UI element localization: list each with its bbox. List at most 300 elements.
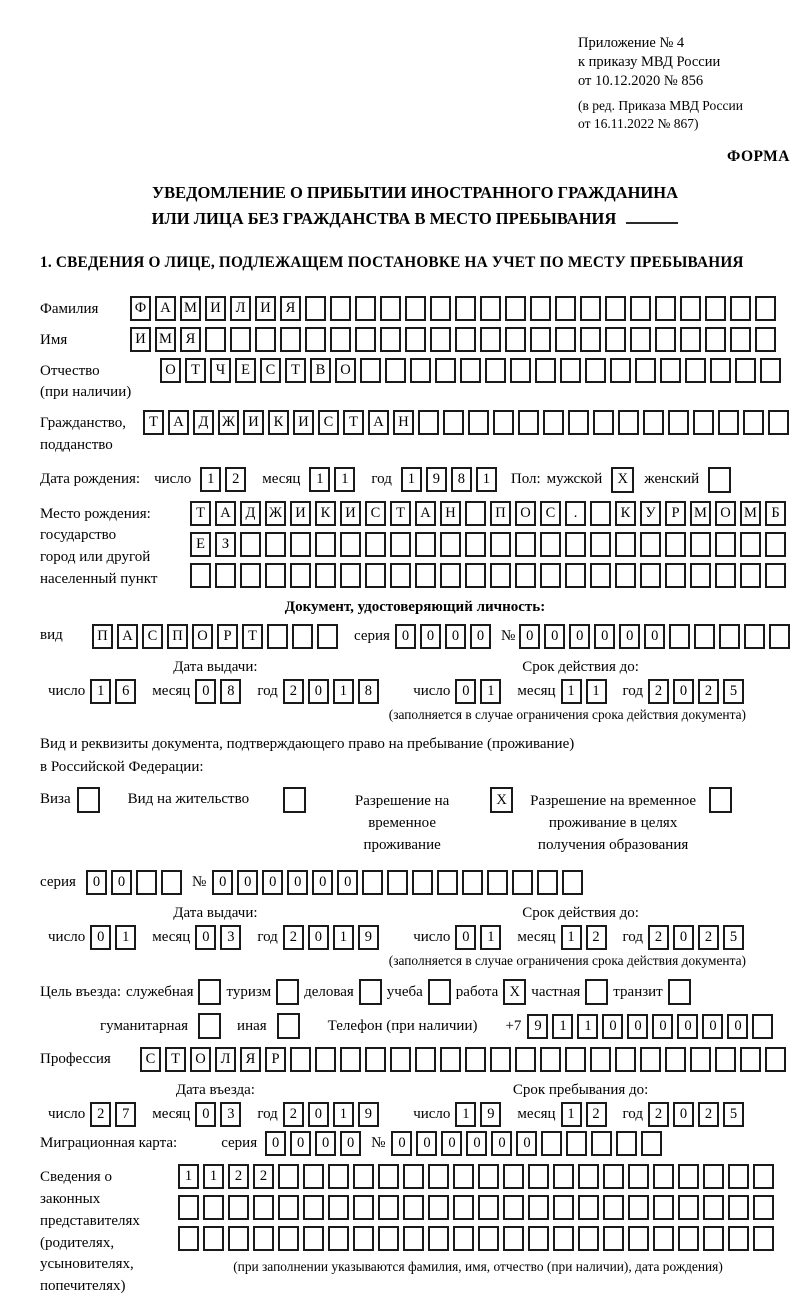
- char-cell[interactable]: [365, 563, 386, 588]
- char-cell[interactable]: [568, 410, 589, 435]
- char-cell[interactable]: [278, 1195, 299, 1220]
- char-cell[interactable]: [535, 358, 556, 383]
- checkbox-other[interactable]: [277, 1013, 300, 1039]
- char-cell[interactable]: К: [268, 410, 289, 435]
- char-cell[interactable]: Е: [190, 532, 211, 557]
- char-cell[interactable]: [530, 296, 551, 321]
- checkbox-visa[interactable]: [77, 787, 100, 813]
- char-cell[interactable]: [518, 410, 539, 435]
- char-cell[interactable]: [440, 532, 461, 557]
- char-cell[interactable]: 0: [441, 1131, 462, 1156]
- checkbox-transit[interactable]: [668, 979, 691, 1005]
- char-cell[interactable]: [340, 1047, 361, 1072]
- char-cell[interactable]: [405, 296, 426, 321]
- char-cell[interactable]: [615, 532, 636, 557]
- char-cell[interactable]: [353, 1195, 374, 1220]
- char-cell[interactable]: [690, 563, 711, 588]
- char-cell[interactable]: [578, 1164, 599, 1189]
- char-cell[interactable]: 0: [673, 1102, 694, 1127]
- char-cell[interactable]: 7: [115, 1102, 136, 1127]
- char-cell[interactable]: 0: [237, 870, 258, 895]
- char-cell[interactable]: [715, 532, 736, 557]
- doc-number-input[interactable]: [519, 624, 794, 649]
- char-cell[interactable]: [478, 1195, 499, 1220]
- char-cell[interactable]: Р: [217, 624, 238, 649]
- char-cell[interactable]: 2: [698, 679, 719, 704]
- char-cell[interactable]: 0: [727, 1014, 748, 1039]
- char-cell[interactable]: [428, 1195, 449, 1220]
- char-cell[interactable]: [428, 1226, 449, 1251]
- char-cell[interactable]: 1: [333, 679, 354, 704]
- char-cell[interactable]: [303, 1164, 324, 1189]
- char-cell[interactable]: Т: [390, 501, 411, 526]
- char-cell[interactable]: [462, 870, 483, 895]
- char-cell[interactable]: [265, 532, 286, 557]
- birth-place-row2-input[interactable]: [190, 532, 790, 557]
- char-cell[interactable]: 0: [455, 679, 476, 704]
- char-cell[interactable]: [653, 1195, 674, 1220]
- char-cell[interactable]: Н: [393, 410, 414, 435]
- char-cell[interactable]: [765, 1047, 786, 1072]
- char-cell[interactable]: [278, 1164, 299, 1189]
- doc-series-input[interactable]: [395, 624, 495, 649]
- char-cell[interactable]: 1: [333, 1102, 354, 1127]
- char-cell[interactable]: [605, 327, 626, 352]
- char-cell[interactable]: [709, 787, 732, 813]
- char-cell[interactable]: 2: [283, 679, 304, 704]
- char-cell[interactable]: [753, 1226, 774, 1251]
- char-cell[interactable]: [590, 501, 611, 526]
- permit-issue-day-input[interactable]: [90, 925, 140, 950]
- permit-valid-month-input[interactable]: [561, 925, 611, 950]
- char-cell[interactable]: Т: [190, 501, 211, 526]
- char-cell[interactable]: [440, 1047, 461, 1072]
- char-cell[interactable]: [390, 1047, 411, 1072]
- checkbox-study[interactable]: [428, 979, 451, 1005]
- char-cell[interactable]: И: [243, 410, 264, 435]
- doc-issue-day-input[interactable]: [90, 679, 140, 704]
- char-cell[interactable]: [178, 1226, 199, 1251]
- char-cell[interactable]: [198, 979, 221, 1005]
- char-cell[interactable]: [743, 410, 764, 435]
- char-cell[interactable]: Т: [343, 410, 364, 435]
- char-cell[interactable]: [555, 327, 576, 352]
- char-cell[interactable]: [280, 327, 301, 352]
- char-cell[interactable]: [615, 1047, 636, 1072]
- permit-issue-year-input[interactable]: [283, 925, 383, 950]
- char-cell[interactable]: А: [155, 296, 176, 321]
- char-cell[interactable]: [515, 563, 536, 588]
- char-cell[interactable]: 5: [723, 1102, 744, 1127]
- char-cell[interactable]: [378, 1195, 399, 1220]
- legal-reps-row3-input[interactable]: [178, 1226, 778, 1251]
- char-cell[interactable]: [515, 1047, 536, 1072]
- char-cell[interactable]: 1: [333, 925, 354, 950]
- char-cell[interactable]: [585, 979, 608, 1005]
- char-cell[interactable]: О: [715, 501, 736, 526]
- doc-type-input[interactable]: [92, 624, 342, 649]
- char-cell[interactable]: [641, 1131, 662, 1156]
- char-cell[interactable]: У: [640, 501, 661, 526]
- char-cell[interactable]: [740, 532, 761, 557]
- char-cell[interactable]: [77, 787, 100, 813]
- char-cell[interactable]: 2: [283, 925, 304, 950]
- char-cell[interactable]: [690, 532, 711, 557]
- char-cell[interactable]: [719, 624, 740, 649]
- char-cell[interactable]: И: [290, 501, 311, 526]
- char-cell[interactable]: 0: [516, 1131, 537, 1156]
- char-cell[interactable]: [453, 1195, 474, 1220]
- char-cell[interactable]: [380, 296, 401, 321]
- char-cell[interactable]: [205, 327, 226, 352]
- char-cell[interactable]: Т: [185, 358, 206, 383]
- char-cell[interactable]: Ч: [210, 358, 231, 383]
- char-cell[interactable]: [555, 296, 576, 321]
- birth-place-row1-input[interactable]: [190, 501, 790, 526]
- char-cell[interactable]: [503, 1164, 524, 1189]
- char-cell[interactable]: [480, 296, 501, 321]
- permit-issue-month-input[interactable]: [195, 925, 245, 950]
- char-cell[interactable]: [353, 1164, 374, 1189]
- char-cell[interactable]: [403, 1164, 424, 1189]
- char-cell[interactable]: [317, 624, 338, 649]
- char-cell[interactable]: [360, 358, 381, 383]
- char-cell[interactable]: И: [255, 296, 276, 321]
- char-cell[interactable]: 0: [702, 1014, 723, 1039]
- char-cell[interactable]: 0: [308, 1102, 329, 1127]
- char-cell[interactable]: 0: [652, 1014, 673, 1039]
- char-cell[interactable]: [710, 358, 731, 383]
- char-cell[interactable]: [728, 1226, 749, 1251]
- char-cell[interactable]: Л: [230, 296, 251, 321]
- char-cell[interactable]: [665, 563, 686, 588]
- char-cell[interactable]: 0: [308, 679, 329, 704]
- char-cell[interactable]: 1: [203, 1164, 224, 1189]
- char-cell[interactable]: 2: [225, 467, 246, 492]
- char-cell[interactable]: И: [293, 410, 314, 435]
- char-cell[interactable]: П: [167, 624, 188, 649]
- char-cell[interactable]: 0: [602, 1014, 623, 1039]
- char-cell[interactable]: [715, 1047, 736, 1072]
- char-cell[interactable]: [228, 1195, 249, 1220]
- char-cell[interactable]: Я: [240, 1047, 261, 1072]
- char-cell[interactable]: [190, 563, 211, 588]
- char-cell[interactable]: 0: [644, 624, 665, 649]
- char-cell[interactable]: [503, 1226, 524, 1251]
- char-cell[interactable]: [753, 1164, 774, 1189]
- char-cell[interactable]: 0: [455, 925, 476, 950]
- char-cell[interactable]: [541, 1131, 562, 1156]
- char-cell[interactable]: 1: [480, 925, 501, 950]
- phone-input[interactable]: [527, 1014, 777, 1039]
- char-cell[interactable]: [668, 979, 691, 1005]
- char-cell[interactable]: [578, 1226, 599, 1251]
- char-cell[interactable]: [487, 870, 508, 895]
- char-cell[interactable]: [465, 1047, 486, 1072]
- permit-series-input[interactable]: [86, 870, 186, 895]
- char-cell[interactable]: 1: [401, 467, 422, 492]
- char-cell[interactable]: П: [92, 624, 113, 649]
- char-cell[interactable]: З: [215, 532, 236, 557]
- char-cell[interactable]: Т: [242, 624, 263, 649]
- char-cell[interactable]: [478, 1226, 499, 1251]
- char-cell[interactable]: 0: [111, 870, 132, 895]
- char-cell[interactable]: Л: [215, 1047, 236, 1072]
- char-cell[interactable]: 1: [309, 467, 330, 492]
- char-cell[interactable]: 0: [627, 1014, 648, 1039]
- char-cell[interactable]: Н: [440, 501, 461, 526]
- char-cell[interactable]: 2: [586, 1102, 607, 1127]
- char-cell[interactable]: [430, 296, 451, 321]
- char-cell[interactable]: Р: [665, 501, 686, 526]
- char-cell[interactable]: [455, 296, 476, 321]
- doc-valid-month-input[interactable]: [561, 679, 611, 704]
- char-cell[interactable]: 0: [90, 925, 111, 950]
- char-cell[interactable]: [403, 1226, 424, 1251]
- char-cell[interactable]: [616, 1131, 637, 1156]
- char-cell[interactable]: 0: [312, 870, 333, 895]
- checkbox-rvp-education[interactable]: [709, 787, 732, 813]
- birth-year-input[interactable]: [401, 467, 501, 492]
- char-cell[interactable]: 1: [115, 925, 136, 950]
- citizenship-input[interactable]: [143, 410, 793, 435]
- char-cell[interactable]: [490, 532, 511, 557]
- char-cell[interactable]: [240, 563, 261, 588]
- char-cell[interactable]: [562, 870, 583, 895]
- char-cell[interactable]: [610, 358, 631, 383]
- char-cell[interactable]: [328, 1164, 349, 1189]
- char-cell[interactable]: [615, 563, 636, 588]
- char-cell[interactable]: С: [540, 501, 561, 526]
- birth-month-input[interactable]: [309, 467, 359, 492]
- char-cell[interactable]: 0: [340, 1131, 361, 1156]
- char-cell[interactable]: [705, 296, 726, 321]
- char-cell[interactable]: [678, 1226, 699, 1251]
- char-cell[interactable]: X: [503, 979, 526, 1005]
- char-cell[interactable]: [136, 870, 157, 895]
- char-cell[interactable]: 2: [698, 925, 719, 950]
- char-cell[interactable]: [203, 1226, 224, 1251]
- char-cell[interactable]: [253, 1226, 274, 1251]
- char-cell[interactable]: [765, 563, 786, 588]
- char-cell[interactable]: 0: [569, 624, 590, 649]
- char-cell[interactable]: [428, 979, 451, 1005]
- checkbox-business[interactable]: [359, 979, 382, 1005]
- char-cell[interactable]: 2: [648, 679, 669, 704]
- char-cell[interactable]: [566, 1131, 587, 1156]
- char-cell[interactable]: [580, 296, 601, 321]
- char-cell[interactable]: А: [117, 624, 138, 649]
- char-cell[interactable]: [740, 563, 761, 588]
- char-cell[interactable]: 0: [470, 624, 491, 649]
- char-cell[interactable]: М: [740, 501, 761, 526]
- char-cell[interactable]: [255, 327, 276, 352]
- char-cell[interactable]: [276, 979, 299, 1005]
- char-cell[interactable]: С: [365, 501, 386, 526]
- char-cell[interactable]: 0: [315, 1131, 336, 1156]
- char-cell[interactable]: Т: [143, 410, 164, 435]
- char-cell[interactable]: И: [205, 296, 226, 321]
- char-cell[interactable]: [540, 1047, 561, 1072]
- char-cell[interactable]: [752, 1014, 773, 1039]
- char-cell[interactable]: [503, 1195, 524, 1220]
- char-cell[interactable]: [640, 532, 661, 557]
- char-cell[interactable]: [755, 296, 776, 321]
- char-cell[interactable]: 0: [594, 624, 615, 649]
- char-cell[interactable]: Т: [165, 1047, 186, 1072]
- char-cell[interactable]: 8: [451, 467, 472, 492]
- char-cell[interactable]: [665, 1047, 686, 1072]
- char-cell[interactable]: [428, 1164, 449, 1189]
- char-cell[interactable]: 0: [544, 624, 565, 649]
- char-cell[interactable]: [578, 1195, 599, 1220]
- char-cell[interactable]: 0: [416, 1131, 437, 1156]
- char-cell[interactable]: 1: [476, 467, 497, 492]
- birth-place-row3-input[interactable]: [190, 563, 790, 588]
- char-cell[interactable]: 0: [491, 1131, 512, 1156]
- char-cell[interactable]: [290, 532, 311, 557]
- char-cell[interactable]: [669, 624, 690, 649]
- char-cell[interactable]: [510, 358, 531, 383]
- char-cell[interactable]: О: [190, 1047, 211, 1072]
- char-cell[interactable]: А: [415, 501, 436, 526]
- char-cell[interactable]: [769, 624, 790, 649]
- checkbox-official[interactable]: [198, 979, 221, 1005]
- char-cell[interactable]: [430, 327, 451, 352]
- name-input[interactable]: [130, 327, 780, 352]
- char-cell[interactable]: [240, 532, 261, 557]
- char-cell[interactable]: 9: [480, 1102, 501, 1127]
- char-cell[interactable]: А: [368, 410, 389, 435]
- char-cell[interactable]: [528, 1226, 549, 1251]
- char-cell[interactable]: О: [160, 358, 181, 383]
- char-cell[interactable]: И: [130, 327, 151, 352]
- stay-day-input[interactable]: [455, 1102, 505, 1127]
- char-cell[interactable]: [680, 296, 701, 321]
- char-cell[interactable]: [353, 1226, 374, 1251]
- char-cell[interactable]: [378, 1164, 399, 1189]
- char-cell[interactable]: 2: [90, 1102, 111, 1127]
- char-cell[interactable]: [415, 1047, 436, 1072]
- char-cell[interactable]: 0: [287, 870, 308, 895]
- char-cell[interactable]: [305, 327, 326, 352]
- char-cell[interactable]: 3: [220, 1102, 241, 1127]
- char-cell[interactable]: Р: [265, 1047, 286, 1072]
- char-cell[interactable]: [540, 563, 561, 588]
- char-cell[interactable]: Б: [765, 501, 786, 526]
- checkbox-tourism[interactable]: [276, 979, 299, 1005]
- mig-number-input[interactable]: [391, 1131, 666, 1156]
- char-cell[interactable]: [178, 1195, 199, 1220]
- char-cell[interactable]: [565, 1047, 586, 1072]
- char-cell[interactable]: [277, 1013, 300, 1039]
- char-cell[interactable]: [630, 327, 651, 352]
- char-cell[interactable]: [515, 532, 536, 557]
- checkbox-male[interactable]: [611, 467, 634, 493]
- char-cell[interactable]: [605, 296, 626, 321]
- char-cell[interactable]: С: [142, 624, 163, 649]
- char-cell[interactable]: 2: [698, 1102, 719, 1127]
- char-cell[interactable]: И: [340, 501, 361, 526]
- char-cell[interactable]: М: [155, 327, 176, 352]
- char-cell[interactable]: [735, 358, 756, 383]
- char-cell[interactable]: [585, 358, 606, 383]
- char-cell[interactable]: 1: [552, 1014, 573, 1039]
- char-cell[interactable]: Ж: [265, 501, 286, 526]
- char-cell[interactable]: [528, 1164, 549, 1189]
- char-cell[interactable]: 0: [391, 1131, 412, 1156]
- char-cell[interactable]: [703, 1164, 724, 1189]
- char-cell[interactable]: [640, 563, 661, 588]
- mig-series-input[interactable]: [265, 1131, 365, 1156]
- char-cell[interactable]: [315, 532, 336, 557]
- char-cell[interactable]: [505, 296, 526, 321]
- char-cell[interactable]: К: [615, 501, 636, 526]
- char-cell[interactable]: 2: [253, 1164, 274, 1189]
- char-cell[interactable]: [703, 1195, 724, 1220]
- char-cell[interactable]: [161, 870, 182, 895]
- char-cell[interactable]: 1: [586, 679, 607, 704]
- checkbox-private[interactable]: [585, 979, 608, 1005]
- char-cell[interactable]: [468, 410, 489, 435]
- char-cell[interactable]: [403, 1195, 424, 1220]
- char-cell[interactable]: 9: [426, 467, 447, 492]
- char-cell[interactable]: [565, 563, 586, 588]
- char-cell[interactable]: [385, 358, 406, 383]
- stay-month-input[interactable]: [561, 1102, 611, 1127]
- char-cell[interactable]: [290, 1047, 311, 1072]
- char-cell[interactable]: [328, 1226, 349, 1251]
- char-cell[interactable]: [694, 624, 715, 649]
- char-cell[interactable]: [618, 410, 639, 435]
- char-cell[interactable]: 1: [455, 1102, 476, 1127]
- char-cell[interactable]: [292, 624, 313, 649]
- char-cell[interactable]: X: [490, 787, 513, 813]
- char-cell[interactable]: [228, 1226, 249, 1251]
- char-cell[interactable]: 2: [283, 1102, 304, 1127]
- char-cell[interactable]: [460, 358, 481, 383]
- char-cell[interactable]: [680, 327, 701, 352]
- char-cell[interactable]: [744, 624, 765, 649]
- char-cell[interactable]: [685, 358, 706, 383]
- char-cell[interactable]: [465, 563, 486, 588]
- char-cell[interactable]: [653, 1226, 674, 1251]
- char-cell[interactable]: 8: [220, 679, 241, 704]
- permit-number-input[interactable]: [212, 870, 587, 895]
- char-cell[interactable]: [708, 467, 731, 493]
- char-cell[interactable]: [603, 1226, 624, 1251]
- char-cell[interactable]: [730, 327, 751, 352]
- char-cell[interactable]: [330, 327, 351, 352]
- surname-input[interactable]: [130, 296, 780, 321]
- char-cell[interactable]: [530, 327, 551, 352]
- char-cell[interactable]: 9: [358, 1102, 379, 1127]
- legal-reps-row2-input[interactable]: [178, 1195, 778, 1220]
- char-cell[interactable]: [490, 1047, 511, 1072]
- char-cell[interactable]: Д: [240, 501, 261, 526]
- char-cell[interactable]: 2: [586, 925, 607, 950]
- char-cell[interactable]: [728, 1164, 749, 1189]
- char-cell[interactable]: [410, 358, 431, 383]
- char-cell[interactable]: В: [310, 358, 331, 383]
- char-cell[interactable]: [580, 327, 601, 352]
- char-cell[interactable]: Я: [280, 296, 301, 321]
- char-cell[interactable]: [655, 296, 676, 321]
- char-cell[interactable]: 0: [395, 624, 416, 649]
- char-cell[interactable]: [537, 870, 558, 895]
- char-cell[interactable]: [415, 563, 436, 588]
- char-cell[interactable]: 0: [466, 1131, 487, 1156]
